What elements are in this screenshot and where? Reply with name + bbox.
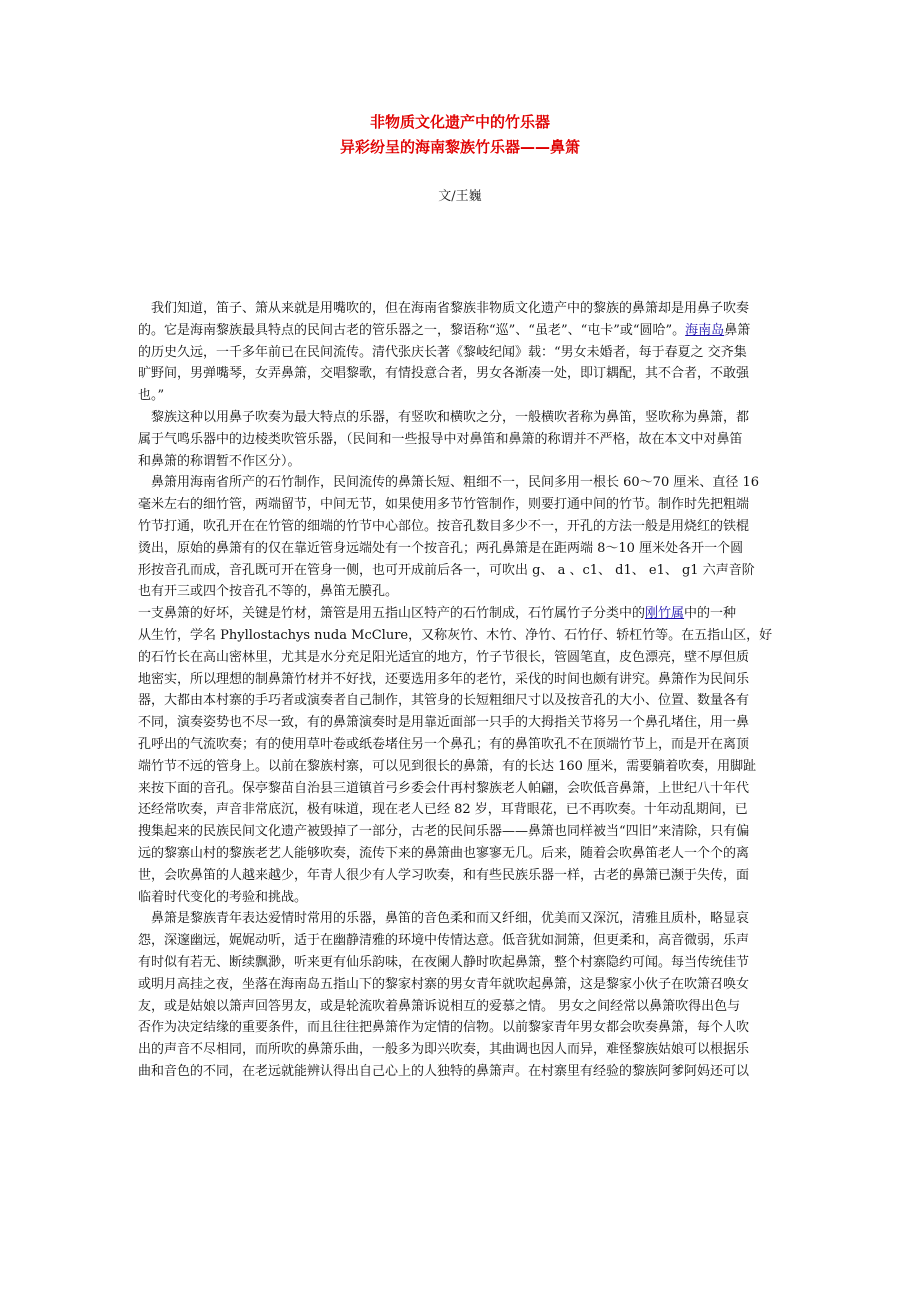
paragraph	[138, 298, 783, 407]
text-line: 旷野间，男弹嘴琴，女弄鼻箫，交唱黎歌，有情投意合者，男女各渐凑一处，即订耦配，其不合者，不敢强	[138, 366, 750, 382]
text-line: 器，大都由本村寨的手巧者或演奏者自己制作，其管身的长短粗细尺寸以及按音孔的大小、位置、数量各有	[138, 693, 750, 709]
text-line: 世，会吹鼻笛的人越来越少，年青人很少有人学习吹奏，和有些民族乐器一样，古老的鼻箫已濒于失传，面	[138, 867, 750, 883]
text-line: 和鼻箫的称谓暂不作区分）。	[138, 453, 301, 469]
text-line: 来按下面的音孔。保亭黎苗自治县三道镇首弓乡委会什再村黎族老人帕翩，会吹低音鼻箫，上世纪八十年代	[138, 780, 750, 796]
text-line: 鼻箫是黎族青年表达爱情时常用的乐器，鼻笛的音色柔和而又纤细，优美而又深沉，清雅且质朴，略显哀	[138, 911, 750, 927]
text-line: 不同，演奏姿势也不尽一致，有的鼻箫演奏时是用靠近面部一只手的大拇指关节将另一个鼻孔堵住，用一鼻	[138, 715, 750, 731]
text-line: 竹节打通，吹孔开在在竹管的细端的竹节中心部位。按音孔数目多少不一，开孔的方法一般是用烧红的铁棍	[138, 518, 750, 534]
article-body	[138, 298, 783, 1083]
phyllostachys-genus-link[interactable]: 刚竹属	[645, 606, 685, 622]
text-line: 端竹节不远的管身上。以前在黎族村寨，可以见到很长的鼻箫，有的长达 160 厘米，需要躺着吹奏，用脚趾	[138, 758, 757, 774]
text-line: 否作为决定结缘的重要条件，而且往往把鼻箫作为定情的信物。以前黎家青年男女都会吹奏鼻箫，每个人吹	[138, 1020, 750, 1036]
paragraph	[138, 603, 783, 908]
text-line: 的。它是海南黎族最具特点的民间古老的管乐器之一，黎语称“巡”、“虽老”、“屯卡”或“圆哈”。海南岛鼻箫	[138, 322, 751, 338]
text-line: 搜集起来的民族民间文化遗产被毁掉了一部分，古老的民间乐器——鼻箫也同样被当“四旧”来清除，只有偏	[138, 824, 750, 840]
text-line: 一支鼻箫的好坏，关键是竹材，箫管是用五指山区特产的石竹制成，石竹属竹子分类中的刚竹属中的一种	[138, 606, 737, 622]
paragraph	[138, 908, 783, 1082]
text-line: 临着时代变化的考验和挑战。	[138, 889, 308, 905]
text-line: 有时似有若无、断续飘渺，听来更有仙乐韵味，在夜阑人静时吹起鼻箫，整个村寨隐约可闻。每当传统佳节	[138, 954, 750, 970]
text-line: 烫出，原始的鼻箫有的仅在靠近管身远端处有一个按音孔；两孔鼻箫是在距两端 8～10 厘米处各开一个圆	[138, 540, 744, 556]
text-line: 黎族这种以用鼻子吹奏为最大特点的乐器，有竖吹和横吹之分，一般横吹者称为鼻笛，竖吹称为鼻箫，都	[138, 409, 750, 425]
document-title-line2: 异彩纷呈的海南黎族竹乐器——鼻箫	[339, 138, 580, 156]
text-line: 的石竹长在高山密林里，尤其是水分充足阳光适宜的地方，竹子节很长，管圆笔直，皮色漂亮，壁不厚但质	[138, 649, 750, 665]
text-line: 地密实，所以理想的制鼻箫竹材并不好找，还要选用多年的老竹，采伐的时间也颇有讲究。鼻箫作为民间乐	[138, 671, 750, 687]
text-line: 怨，深邃幽远，娓娓动听，适于在幽静清雅的环境中传情达意。低音犹如洞箫，但更柔和，高音微弱，乐声	[138, 933, 750, 949]
text-line: 也有开三或四个按音孔不等的，鼻笛无膜孔。	[138, 584, 399, 600]
paragraph	[138, 472, 783, 603]
text-line: 形按音孔而成，音孔既可开在管身一侧，也可开成前后各一，可吹出 g、 a 、c1、 d1、 e1、 g1 六声音阶	[138, 562, 755, 578]
text-line: 从生竹，学名 Phyllostachys nuda McClure，又称灰竹、木竹、净竹、石竹仔、轿杠竹等。在五指山区，好	[138, 627, 773, 643]
text-line: 属于气鸣乐器中的边棱类吹管乐器，（民间和一些报导中对鼻笛和鼻箫的称谓并不严格，故在本文中对鼻笛	[138, 431, 743, 447]
document-title-line1: 非物质文化遗产中的竹乐器	[369, 113, 550, 131]
text-line: 也。”	[138, 388, 165, 404]
text-line: 曲和音色的不同，在老远就能辨认得出自己心上的人独特的鼻箫声。在村寨里有经验的黎族阿爹阿妈还可以	[138, 1063, 750, 1079]
text-line: 还经常吹奏，声音非常底沉，极有味道，现在老人已经 82 岁，耳背眼花，已不再吹奏。十年动乱期间，已	[138, 802, 748, 818]
text-line: 或明月高挂之夜，坐落在海南岛五指山下的黎家村寨的男女青年就吹起鼻箫，这是黎家小伙子在吹箫召唤女	[138, 976, 750, 992]
paragraph	[138, 407, 783, 472]
text-line: 出的声音不尽相同，而所吹的鼻箫乐曲，一般多为即兴吹奏，其曲调也因人而异，难怪黎族姑娘可以根据乐	[138, 1042, 750, 1058]
text-line: 远的黎寨山村的黎族老艺人能够吹奏，流传下来的鼻箫曲也寥寥无几。后来，随着会吹鼻笛老人一个个的离	[138, 845, 750, 861]
text-line: 毫米左右的细竹管，两端留节，中间无节，如果使用多节竹管制作，则要打通中间的竹节。制作时先把粗端	[138, 497, 750, 513]
text-line: 我们知道，笛子、箫从来就是用嘴吹的，但在海南省黎族非物质文化遗产中的黎族的鼻箫却是用鼻子吹奏	[138, 301, 750, 316]
text-line: 友，或是姑娘以箫声回答男友，或是轮流吹着鼻箫诉说相互的爱慕之情。 男女之间经常以鼻箫吹得出色与	[138, 998, 741, 1014]
hainan-island-link[interactable]: 海南岛	[685, 322, 725, 338]
text-line: 孔呼出的气流吹奏；有的使用草叶卷或纸卷堵住另一个鼻孔；有的鼻笛吹孔不在顶端竹节上，而是开在离顶	[138, 736, 750, 752]
author-byline: 文/王巍	[438, 189, 482, 204]
text-line: 的历史久远，一千多年前已在民间流传。清代张庆长著《黎岐纪闻》载：“男女未婚者，每于春夏之 交齐集	[138, 344, 747, 360]
text-line: 鼻箫用海南省所产的石竹制作，民间流传的鼻箫长短、粗细不一，民间多用一根长 60～70 厘米、直径 16	[138, 475, 760, 491]
